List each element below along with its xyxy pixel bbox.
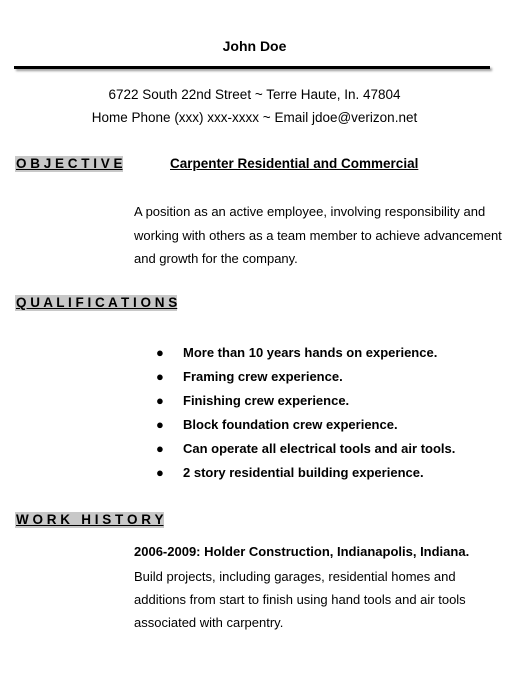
qualification-item <box>152 341 455 365</box>
qualification-item <box>152 437 455 461</box>
qualification-item <box>152 389 455 413</box>
work-entry-description: Build projects, including garages, residential homes and additions from start to finish using hand tools and air tools associated with carpentry. <box>134 569 466 630</box>
bullet-icon: ● <box>156 441 164 456</box>
bullet-icon: ● <box>156 345 164 360</box>
qualification-text: Finishing crew experience. <box>183 393 350 408</box>
qualification-text: More than 10 years hands on experience. <box>183 345 438 360</box>
qualification-text: 2 story residential building experience. <box>183 465 424 480</box>
qualification-text: Can operate all electrical tools and air tools. <box>183 441 456 456</box>
qualifications-heading: Q U A L I F I C A T I O N S <box>16 295 178 310</box>
header-divider <box>14 66 490 69</box>
objective-text: A position as an active employee, involving responsibility and working with others as a team member to achieve advancement and growth for the company. <box>134 204 502 266</box>
qualification-item <box>152 365 455 389</box>
work-history-heading: W O R K H I S T O R Y <box>16 512 164 527</box>
qualification-text: Block foundation crew experience. <box>183 417 398 432</box>
bullet-icon: ● <box>156 465 164 480</box>
bullet-icon: ● <box>156 369 164 384</box>
objective-heading: O B J E C T I V E <box>16 156 123 171</box>
address-line: 6722 South 22nd Street ~ Terre Haute, In. 47804 <box>108 87 401 102</box>
resume-name: John Doe <box>222 38 287 54</box>
qualification-item <box>152 461 455 485</box>
bullet-icon: ● <box>156 417 164 432</box>
work-entry-header: 2006-2009: Holder Construction, Indianapolis, Indiana. <box>134 544 470 559</box>
contact-line: Home Phone (xxx) xxx-xxxx ~ Email jdoe@verizon.net <box>91 110 418 125</box>
qualification-text: Framing crew experience. <box>183 369 343 384</box>
qualification-item <box>152 413 455 437</box>
objective-title: Carpenter Residential and Commercial <box>170 156 419 171</box>
qualifications-list <box>152 341 455 485</box>
bullet-icon: ● <box>156 393 164 408</box>
